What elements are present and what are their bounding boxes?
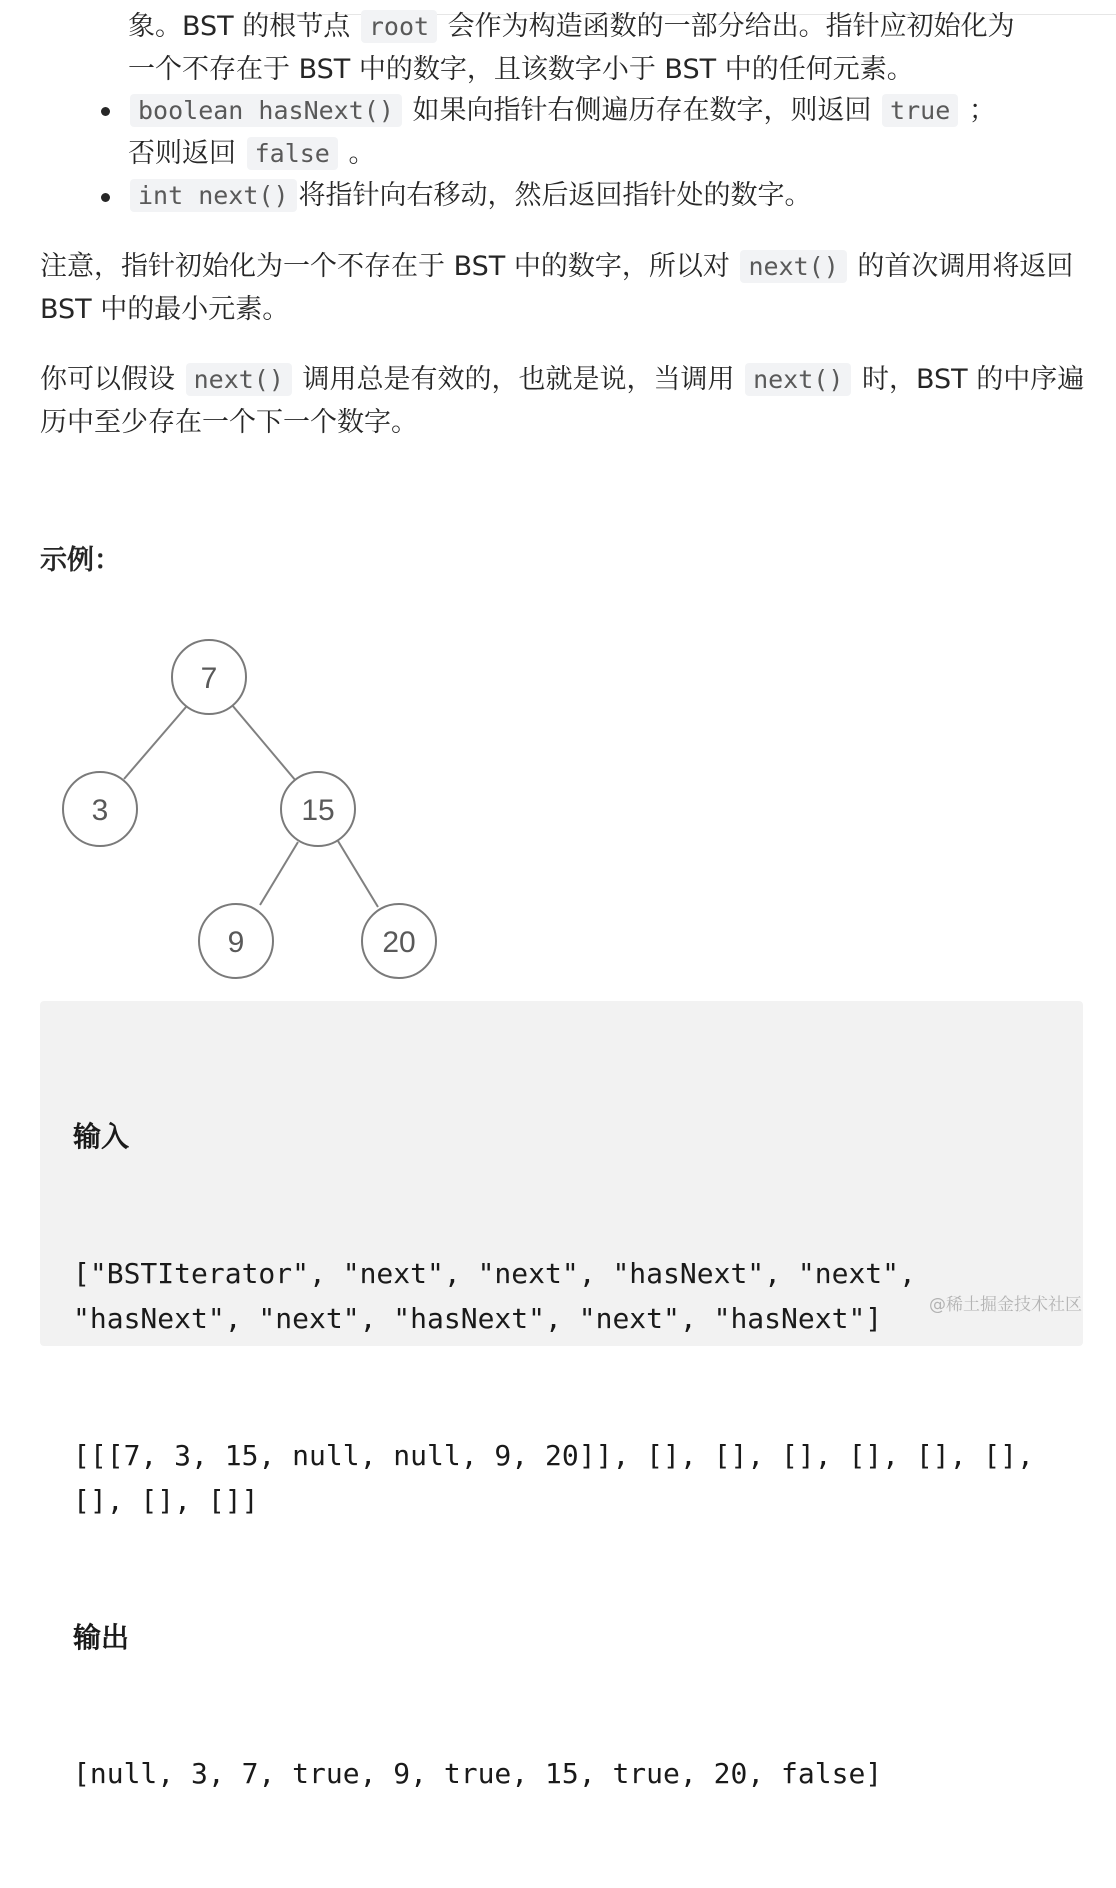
- bullet-dot: [101, 107, 110, 116]
- example-code-block: [40, 1001, 1083, 1790]
- next-desc: int next() 将指针向右移动，然后返回指针处的数字。: [128, 174, 1088, 217]
- tree-label: 9: [227, 926, 245, 959]
- tree-edge: [124, 707, 186, 779]
- inline-code-root: root: [361, 10, 437, 43]
- tree-label: 20: [382, 926, 416, 959]
- tree-label: 7: [200, 662, 218, 695]
- watermark: @稀土掘金技术社区: [929, 1295, 1082, 1315]
- tree-edge: [338, 841, 378, 907]
- note-valid-next: 你可以假设 next() 调用总是有效的，也就是说，当调用 next() 时，BST 的中序遍历中至少存在一个下一个数字。: [40, 364, 1085, 438]
- bullet-dot: [101, 193, 110, 202]
- hasnext-desc: boolean hasNext() 如果向指针右侧遍历存在数字，则返回 true ； 否则返回 false 。: [128, 95, 996, 169]
- input-label: 输入: [73, 1120, 130, 1153]
- example-heading: 示例：: [40, 545, 121, 576]
- tree-label: 15: [301, 794, 335, 827]
- inline-code-next: next(): [740, 250, 846, 283]
- bst-diagram: [50, 625, 470, 985]
- inline-code-hasnext: boolean hasNext(): [130, 94, 402, 127]
- inline-code-next: int next(): [130, 179, 297, 212]
- inline-code-true: true: [882, 94, 958, 127]
- constructor-desc: 象。BST 的根节点 root 会作为构造函数的一部分给出。指针应初始化为 一个不存在于 BST 中的数字，且该数字小于 BST 中的任何元素。: [128, 11, 1015, 85]
- inline-code-next: next(): [186, 363, 292, 396]
- tree-edge: [232, 705, 296, 781]
- inline-code-next: next(): [745, 363, 851, 396]
- tree-label: 3: [91, 794, 109, 827]
- tree-edge: [260, 842, 298, 905]
- note-first-next: 注意，指针初始化为一个不存在于 BST 中的数字，所以对 next() 的首次调用将返回 BST 中的最小元素。: [40, 251, 1074, 325]
- input-args: [[[7, 3, 15, null, null, 9, 20]], [], [], [], [], [], [], [], [], []]: [73, 1438, 1051, 1517]
- inline-code-false: false: [247, 137, 338, 170]
- output-label: 输出: [73, 1620, 130, 1654]
- input-ops: ["BSTIterator", "next", "next", "hasNext", "next", "hasNext", "next", "hasNext", "next", "hasNext"]: [73, 1256, 933, 1335]
- output-value: [null, 3, 7, true, 9, true, 15, true, 20, false]: [73, 1757, 883, 1790]
